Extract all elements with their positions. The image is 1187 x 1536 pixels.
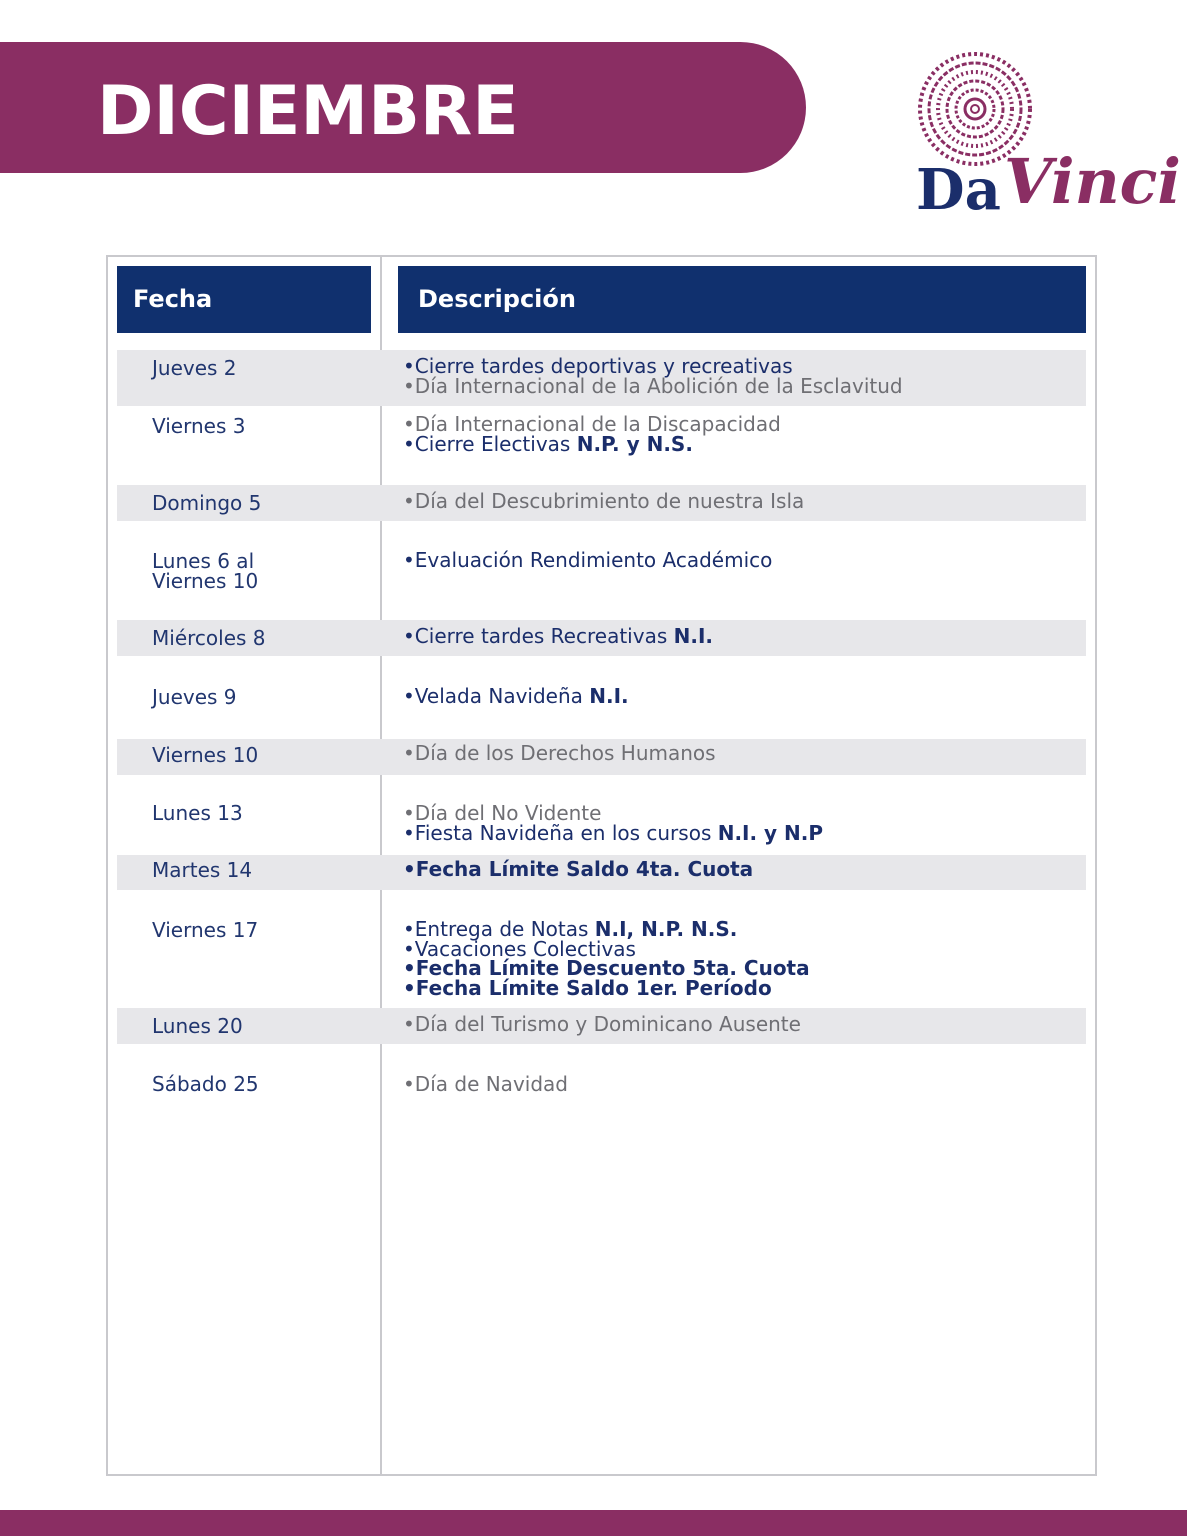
row-description bbox=[403, 548, 773, 572]
table-row bbox=[117, 659, 1086, 737]
description-line bbox=[403, 857, 754, 881]
logo-text-da: Da bbox=[916, 157, 1001, 223]
description-line bbox=[403, 373, 903, 398]
description-text: •Cierre tardes deportivas y recreativas bbox=[403, 354, 793, 378]
row-date: Miércoles 8 bbox=[152, 626, 266, 650]
description-emphasis: N.I, N.P. N.S. bbox=[594, 917, 738, 941]
davinci-logo bbox=[912, 50, 1181, 225]
row-description bbox=[403, 412, 781, 456]
description-text: •Día de los Derechos Humanos bbox=[403, 741, 716, 765]
row-description bbox=[403, 489, 805, 513]
row-date: Sábado 25 bbox=[152, 1072, 259, 1096]
row-description bbox=[403, 354, 903, 398]
column-header-fecha: Fecha bbox=[117, 266, 371, 333]
description-emphasis: •Fecha Límite Descuento 5ta. Cuota bbox=[403, 956, 810, 980]
description-emphasis: N.I. y N.P bbox=[717, 820, 824, 845]
description-line bbox=[403, 684, 629, 708]
description-text: •Día del Turismo y Dominicano Ausente bbox=[403, 1012, 801, 1036]
row-date: Viernes 10 bbox=[152, 743, 259, 767]
description-text: •Cierre Electivas bbox=[403, 431, 577, 456]
logo-text-vinci: Vinci bbox=[1004, 145, 1181, 218]
description-emphasis: N.I. bbox=[589, 684, 629, 708]
description-text: •Evaluación Rendimiento Académico bbox=[403, 548, 773, 572]
description-text: •Entrega de Notas bbox=[403, 917, 595, 941]
description-text: •Cierre tardes Recreativas bbox=[403, 624, 674, 648]
row-date: Lunes 6 al Viernes 10 bbox=[152, 549, 259, 593]
page-title: DICIEMBRE bbox=[97, 72, 519, 151]
description-text: •Día Internacional de la Discapacidad bbox=[403, 412, 781, 436]
row-date: Domingo 5 bbox=[152, 491, 262, 515]
row-date: Jueves 2 bbox=[152, 356, 237, 380]
description-line bbox=[403, 1012, 801, 1036]
row-description bbox=[403, 801, 824, 845]
description-text: •Día del No Vidente bbox=[403, 801, 602, 825]
description-line bbox=[403, 548, 773, 572]
row-description bbox=[403, 741, 716, 765]
table-row bbox=[117, 523, 1086, 617]
description-line bbox=[403, 489, 805, 513]
description-text: •Vacaciones Colectivas bbox=[403, 936, 636, 961]
description-emphasis: N.P. y N.S. bbox=[576, 431, 693, 456]
footer-bar bbox=[0, 1510, 1187, 1536]
description-emphasis: •Fecha Límite Saldo 1er. Período bbox=[403, 975, 772, 1000]
row-date: Viernes 17 bbox=[152, 918, 259, 942]
table-row bbox=[117, 777, 1086, 852]
table-row bbox=[117, 739, 1086, 775]
table-row bbox=[117, 855, 1086, 890]
row-description bbox=[403, 917, 810, 1000]
description-line bbox=[403, 975, 810, 1000]
table-row bbox=[117, 408, 1086, 483]
row-description bbox=[403, 857, 754, 881]
description-line bbox=[403, 1072, 568, 1096]
row-description bbox=[403, 1012, 801, 1036]
description-text: •Velada Navideña bbox=[403, 684, 590, 708]
row-date: Lunes 20 bbox=[152, 1014, 243, 1038]
description-line bbox=[403, 820, 824, 845]
row-date: Martes 14 bbox=[152, 858, 253, 882]
table-row bbox=[117, 485, 1086, 521]
description-text: •Día de Navidad bbox=[403, 1072, 568, 1096]
row-description bbox=[403, 624, 713, 648]
description-text: •Día del Descubrimiento de nuestra Isla bbox=[403, 489, 805, 513]
description-text: •Fiesta Navideña en los cursos bbox=[403, 820, 718, 845]
table-row bbox=[117, 1046, 1086, 1106]
description-line bbox=[403, 624, 713, 648]
row-description bbox=[403, 684, 629, 708]
table-row bbox=[117, 893, 1086, 1006]
row-date: Jueves 9 bbox=[152, 685, 237, 709]
row-date: Viernes 3 bbox=[152, 414, 246, 438]
description-emphasis: N.I. bbox=[673, 624, 713, 648]
column-header-descripcion: Descripción bbox=[398, 266, 1086, 333]
table-row bbox=[117, 350, 1086, 406]
row-description bbox=[403, 1072, 568, 1096]
description-emphasis: •Fecha Límite Saldo 4ta. Cuota bbox=[403, 857, 754, 881]
description-line bbox=[403, 431, 781, 456]
table-row bbox=[117, 620, 1086, 656]
description-text: •Día Internacional de la Abolición de la Esclavitud bbox=[403, 373, 903, 398]
table-row bbox=[117, 1008, 1086, 1044]
description-line bbox=[403, 741, 716, 765]
row-date: Lunes 13 bbox=[152, 801, 243, 825]
